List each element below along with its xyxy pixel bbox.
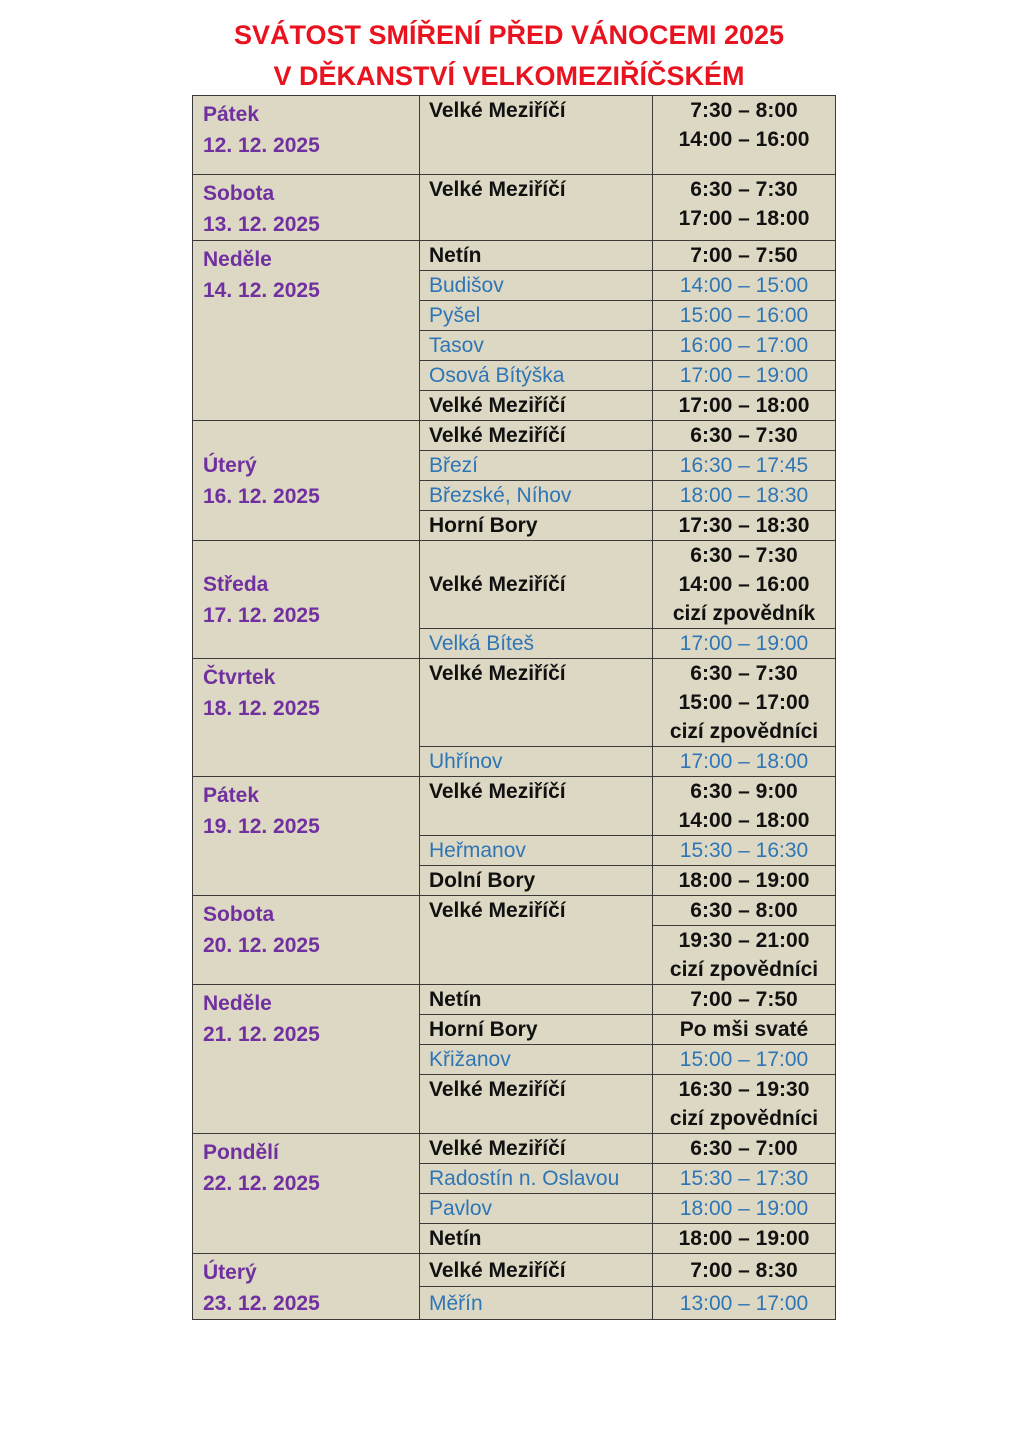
place-cell: Velké Meziříčí [420,1254,653,1287]
place-cell: Březí [420,451,653,481]
time-text: 17:00 – 18:00 [678,207,810,230]
time-text: 6:30 – 7:30 [690,178,798,201]
time-cell: 7:00 – 8:30 [653,1254,836,1287]
time-cell: 6:30 – 8:00 [653,896,836,926]
place-cell: Velké Meziříčí [420,777,653,836]
place-cell: Uhřínov [420,747,653,777]
time-text: 14:00 – 16:00 [678,128,810,151]
weekday-label: Sobota [203,903,275,926]
time-cell: 17:00 – 19:00 [653,361,836,391]
place-cell: Osová Bítýška [420,361,653,391]
place-cell: Budišov [420,271,653,301]
place-cell: Dolní Bory [420,866,653,896]
time-cell: 15:00 – 17:00 [653,1045,836,1075]
time-cell: 18:00 – 18:30 [653,481,836,511]
page-title-line-1: SVÁTOST SMÍŘENÍ PŘED VÁNOCEMI 2025 [233,20,785,50]
time-cell: 14:00 – 15:00 [653,271,836,301]
date-label: 14. 12. 2025 [203,279,320,302]
place-cell: Březské, Níhov [420,481,653,511]
time-cell: 17:00 – 18:00 [653,747,836,777]
table-row [193,1134,836,1164]
time-cell: 15:00 – 16:00 [653,301,836,331]
place-cell: Velké Meziříčí [420,1134,653,1164]
place-cell: Velká Bíteš [420,629,653,659]
time-text: 6:30 – 7:30 [690,544,798,567]
place-cell: Měřín [420,1287,653,1320]
confessor-note: cizí zpovědníci [669,958,819,981]
weekday-label: Úterý [203,453,257,477]
weekday-label: Čtvrtek [203,666,276,689]
place-cell: Radostín n. Oslavou [420,1164,653,1194]
time-cell [653,96,836,175]
time-text: 19:30 – 21:00 [678,929,810,952]
time-cell: 6:30 – 7:00 [653,1134,836,1164]
date-label: 17. 12. 2025 [203,603,320,627]
place-cell: Netín [420,241,653,271]
day-cell [193,659,420,777]
weekday-label: Pondělí [203,1141,279,1164]
table-row [193,777,836,836]
time-cell: 16:00 – 17:00 [653,331,836,361]
time-cell: 17:00 – 19:00 [653,629,836,659]
time-text: 7:30 – 8:00 [690,99,798,122]
place-cell: Křižanov [420,1045,653,1075]
time-cell [653,659,836,747]
time-cell: 6:30 – 7:30 [653,421,836,451]
weekday-label: Neděle [203,992,272,1015]
time-cell: 7:00 – 7:50 [653,241,836,271]
day-cell [193,1134,420,1254]
weekday-label: Pátek [203,103,260,126]
time-cell [653,175,836,241]
day-cell [193,241,420,421]
place-cell: Velké Meziříčí [420,896,653,985]
date-label: 22. 12. 2025 [203,1172,320,1195]
day-cell [193,175,420,241]
place-cell: Netín [420,985,653,1015]
time-cell [653,541,836,629]
date-label: 16. 12. 2025 [203,484,320,508]
confessor-note: cizí zpovědník [672,602,816,625]
weekday-label: Úterý [203,1261,257,1284]
time-cell: 18:00 – 19:00 [653,1194,836,1224]
table-row [193,1254,836,1287]
time-text: 14:00 – 18:00 [678,809,810,832]
day-cell [193,985,420,1134]
place-cell: Horní Bory [420,1015,653,1045]
place-cell: Pavlov [420,1194,653,1224]
place-cell: Netín [420,1224,653,1254]
place-cell: Heřmanov [420,836,653,866]
weekday-label: Pátek [203,784,260,807]
day-cell [193,777,420,896]
table-row [193,241,836,271]
date-label: 12. 12. 2025 [203,134,320,157]
time-cell [653,1075,836,1134]
date-label: 21. 12. 2025 [203,1023,320,1046]
place-cell: Velké Meziříčí [420,96,653,175]
place-cell: Velké Meziříčí [420,659,653,747]
time-cell: 13:00 – 17:00 [653,1287,836,1320]
table-row [193,421,836,451]
table-row [193,659,836,747]
date-label: 13. 12. 2025 [203,213,320,236]
place-cell: Velké Meziříčí [420,175,653,241]
time-text: 6:30 – 9:00 [690,780,798,803]
place-cell: Horní Bory [420,511,653,541]
table-row [193,541,836,629]
time-cell [653,777,836,836]
place-cell: Velké Meziříčí [420,421,653,451]
table-row [193,175,836,241]
time-cell: 15:30 – 16:30 [653,836,836,866]
place-cell: Tasov [420,331,653,361]
table-row [193,985,836,1015]
time-cell: 15:30 – 17:30 [653,1164,836,1194]
date-label: 23. 12. 2025 [203,1292,320,1315]
date-label: 18. 12. 2025 [203,697,320,720]
day-cell [193,896,420,985]
place-cell: Velké Meziříčí [420,1075,653,1134]
time-text: 14:00 – 16:00 [678,573,810,596]
time-text: 6:30 – 7:30 [690,662,798,685]
weekday-label: Sobota [203,182,275,205]
confession-schedule-table [192,95,836,1320]
place-cell: Velké Meziříčí [420,541,653,629]
table-row [193,96,836,175]
time-cell: 7:00 – 7:50 [653,985,836,1015]
time-cell: 17:30 – 18:30 [653,511,836,541]
place-cell: Pyšel [420,301,653,331]
time-cell: Po mši svaté [653,1015,836,1045]
time-cell [653,926,836,985]
place-cell: Velké Meziříčí [420,391,653,421]
weekday-label: Neděle [203,248,272,271]
page-title-line-2: V DĚKANSTVÍ VELKOMEZIŘÍČSKÉM [273,61,745,91]
date-label: 20. 12. 2025 [203,934,320,957]
time-cell: 18:00 – 19:00 [653,1224,836,1254]
weekday-label: Středa [203,572,269,596]
time-cell: 16:30 – 17:45 [653,451,836,481]
day-cell [193,1254,420,1320]
day-cell [193,421,420,541]
confessor-note: cizí zpovědníci [669,1107,819,1130]
time-cell: 18:00 – 19:00 [653,866,836,896]
time-text: 15:00 – 17:00 [678,691,810,714]
table-row [193,896,836,926]
time-cell: 17:00 – 18:00 [653,391,836,421]
confessor-note: cizí zpovědníci [669,720,819,743]
date-label: 19. 12. 2025 [203,815,320,838]
day-cell [193,96,420,175]
day-cell [193,541,420,659]
time-text: 16:30 – 19:30 [678,1078,810,1101]
